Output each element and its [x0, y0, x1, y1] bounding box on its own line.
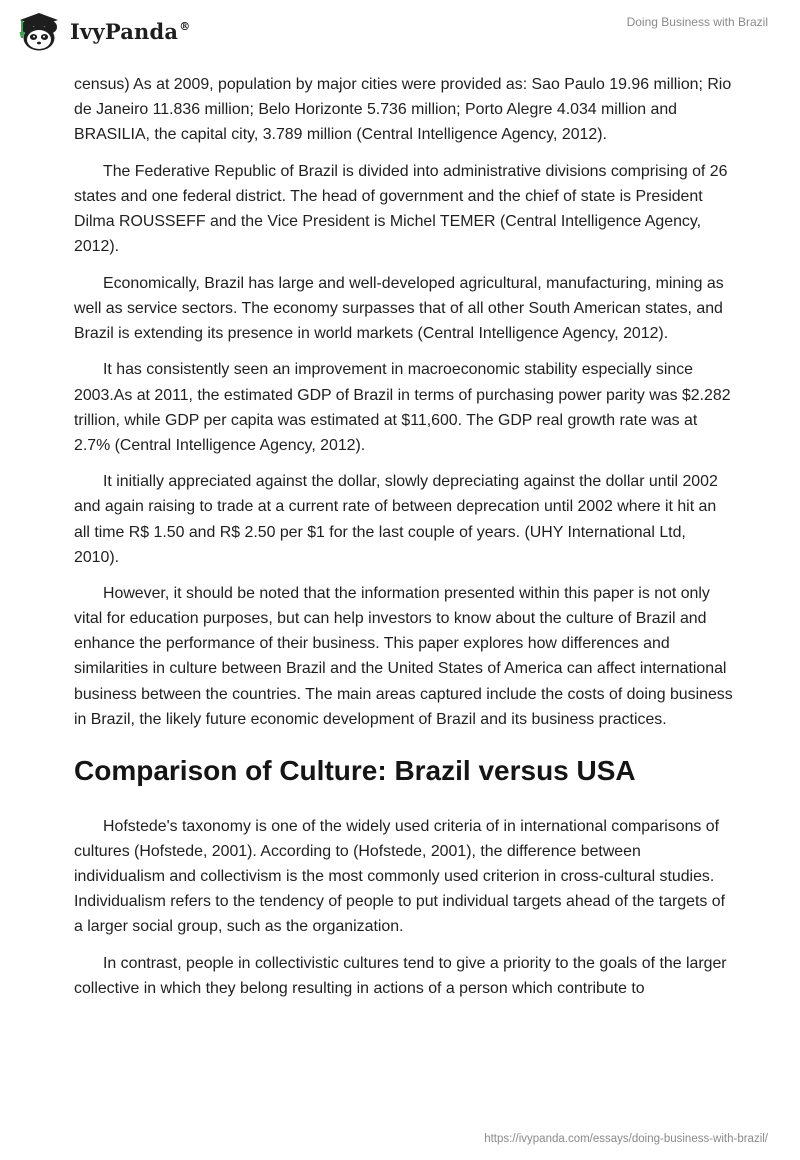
paragraph: In contrast, people in collectivistic cultures tend to give a priority to the goals of the larger collective in which they belong resulting in actions of a person which contribute to [74, 954, 727, 997]
footer-url[interactable]: https://ivypanda.com/essays/doing-business-with-brazil/ [484, 1133, 768, 1145]
paragraph: Economically, Brazil has large and well-developed agricultural, manufacturing, mining as well as service sectors. The economy surpasses that of all other South American states, and Brazil is extending its presence in world markets (Central Intelligence Agency, 2012). [74, 274, 724, 342]
section-heading: Comparison of Culture: Brazil versus USA [74, 754, 636, 786]
paragraph: It initially appreciated against the dollar, slowly depreciating against the dollar until 2002 and again raising to trade at a current rate of between deprecation until 2002 where it hit an all time R$ 1.50 and R$ 2.50 per $1 for the last couple of years. (UHY International Ltd, 2010). [74, 473, 718, 566]
brand-name: IvyPanda® [70, 18, 191, 44]
panda-graduation-cap-icon [14, 10, 64, 52]
ivypanda-logo[interactable] [14, 10, 190, 52]
page-header [0, 0, 800, 62]
paragraph: Hofstede's taxonomy is one of the widely used criteria of in international comparisons of cultures (Hofstede, 2001). According to (Hofstede, 2001), the difference between individualism and collectivism is the most commonly used criterion in cross-cultural studies. Individualism refers to the tendency of people to put individual targets ahead of the targets of a larger social group, such as the organization. [74, 817, 726, 936]
paragraph: The Federative Republic of Brazil is divided into administrative divisions comprising of 26 states and one federal district. The head of government and the chief of state is President Dilma ROUSSEFF and the Vice President is Michel TEMER (Central Intelligence Agency, 2012). [74, 162, 728, 256]
essay-content [74, 72, 734, 1012]
paragraph: However, it should be noted that the information presented within this paper is not only vital for education purposes, but can help investors to know about the culture of Brazil and enhance the performance of their business. This paper explores how differences and similarities in culture between Brazil and the United States of America can affect international business between the countries. The main areas captured include the costs of doing business in Brazil, the likely future economic development of Brazil and its business practices. [74, 585, 733, 728]
paragraph: It has consistently seen an improvement in macroeconomic stability especially since 2003.As at 2011, the estimated GDP of Brazil in terms of purchasing power parity was $2.282 trillion, while GDP per capita was estimated at $11,600. The GDP real growth rate was at 2.7% (Central Intelligence Agency, 2012). [74, 361, 731, 454]
document-title: Doing Business with Brazil [626, 15, 768, 29]
paragraph: census) As at 2009, population by major cities were provided as: Sao Paulo 19.96 million; Rio de Janeiro 11.836 million; Belo Horizonte 5.736 million; Porto Alegre 4.034 million and BRASILIA, the capital city, 3.789 million (Central Intelligence Agency, 2012). [74, 76, 732, 144]
